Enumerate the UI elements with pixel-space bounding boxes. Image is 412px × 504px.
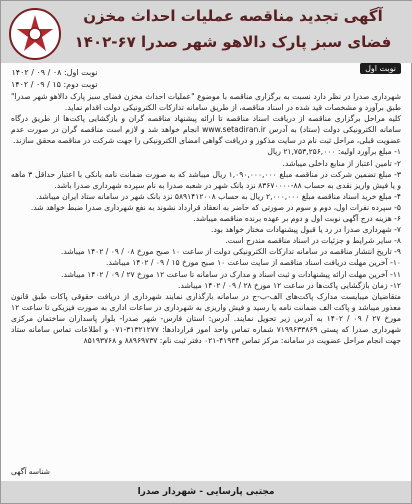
publication-badge: نوبت اول (360, 63, 401, 74)
notice-subtitle: فضای سبز پارک دالاهو شهر صدرا ۶۷-۱۴۰۲ (74, 33, 392, 51)
notice-header (1, 1, 412, 63)
first-publication-date: نوبت اول: ۰۸ / ۰۹ / ۱۴۰۲ (11, 68, 98, 77)
notice-body (11, 91, 401, 346)
signature-bar: مجتبی پارسایی - شهردار صدرا (1, 481, 411, 503)
clause-4: ۴- مبلغ خرید اسناد مناقصه مبلغ ۲,۰۰۰,۰۰۰ ریال به حساب ۵۸۹۱۴۱۲۰۰۸ نزد بانک شهر در سامانه ستاد ایران میباشد. (36, 191, 401, 201)
municipality-logo-icon (8, 7, 62, 61)
publication-dates (11, 67, 98, 91)
ad-id-label: شناسه آگهی (11, 467, 50, 476)
clause-9: ۹- تاریخ انتشار مناقصه در سامانه تدارکات الکترونیکی دولت از ساعت ۱۰ صبح مورخ ۰۸ / ۰۹ / ۱۴۰۲ میباشد. (60, 247, 401, 257)
clause-2: ۲- تامین اعتبار از منابع داخلی میباشد. (282, 158, 401, 168)
clause-3: ۳- مبلغ تضمین شرکت در مناقصه مبلغ ۱,۰۹۰,۰۰۰,۰۰۰ ریال میباشد که به صورت ضمانت نامه بانکی با اعتبار حداقل ۳ ماهه و یا فیش واریز نقدی به حساب ۸۸-۸۳۶۷۰۰۰۰ نزد بانک شهر در شعبه صدرا به نام سپرده شهرداری صدرا باشد. (11, 169, 401, 190)
notice-title: آگهی تجدید مناقصه عملیات احداث مخزن (83, 7, 383, 25)
clause-10: ۱۰- آخرین مهلت دریافت اسناد مناقصه از سایت ساعت ۱۰ صبح مورخ ۱۵ / ۰۹ / ۱۴۰۲ میباشد. (106, 258, 401, 268)
clause-7: ۷- شهرداری صدرا در رد یا قبول پیشنهادات مختار خواهد بود. (211, 225, 401, 235)
intro-paragraph-2: کلیه مراحل برگزاری مناقصه از دریافت اسناد مناقصه تا ارائه پیشنهاد مناقصه گران و بازگشایی پاکت‌ها از طریق درگاه سامانه الکترونیکی دولت (ستاد) به آدرس www.setadiran.ir انجام خواهد شد و لازم است مناقصه گران در صورت عدم عضویت قبلی، مراحل ثبت نام در سایت مذکور و دریافت گواهی امضای الکترونیکی را جهت شرکت در مناقصه محقق سازند. (11, 114, 401, 146)
clause-6: ۶- هزینه درج آگهی نوبت اول و دوم بر عهده برنده مناقصه میباشد. (193, 214, 401, 224)
closing-paragraph: متقاضیان میبایست مدارک پاکت‌های الف-ب-ج در سامانه بارگذاری نمایند شهرداری از دریافت حقوقی پاکات طبق قانون معذور میباشد و پاکت الف ضمانت نامه یا رسید و فیش واریزی به شهرداری در ساعات اداری به صورت فیزیکی تا ساعت ۱۲ مورخ ۲۷ / ۰۹ / ۱۴۰۲ به آدرس زیر تحویل نمایند. آدرس: استان فارس- شهر صدرا- بلوار پاسداران ساختمان مرکزی شهرداری صدرا که پستی ۷۱۹۹۶۳۳۸۶۹ شماره تماس واحد امور قراردادها: ۳۱۳۲۱۲۷۷-۰۷۱ و اطلاعات تماس سامانه ستاد جهت انجام مراحل عضویت در سامانه: مرکز تماس ۴۱۹۳۴-۰۲۱ دفتر ثبت نام: ۸۸۹۶۹۷۳۷ و ۸۵۱۹۳۷۶۸ (11, 291, 402, 346)
clause-11: ۱۱- آخرین مهلت ارائه پیشنهادات و ثبت اسناد و مدارک در سامانه تا ساعت ۱۲ مورخ ۲۷ / ۰۹ / ۱۴۰۲ میباشد. (61, 269, 401, 279)
clause-5: ۵- سپرده نفرات اول، دوم و سوم در صورتی که حاضر به انعقاد قرارداد نشوند به نفع شهرداری صدرا ضبط خواهد شد. (30, 202, 401, 212)
clause-1: ۱- مبلغ برآورد اولیه: ۲۱,۷۵۳,۲۵۶,۰۰۰ ریال (267, 147, 401, 157)
clause-8: ۸- سایر شرایط و جزئیات در اسناد مناقصه مندرج است. (225, 236, 401, 246)
intro-paragraph: شهرداری صدرا در نظر دارد نسبت به برگزاری مناقصه با موضوع "عملیات احداث مخزن فضای سبز پارک دالاهو شهر صدرا" طبق برآورد و مشخصات قید شده در اسناد مناقصه، از طریق سامانه تدارکات الکترونیکی دولت اقدام نماید. (11, 92, 401, 113)
second-publication-date: نوبت دوم: ۱۵ / ۰۹ / ۱۴۰۲ (11, 80, 98, 89)
clause-12: ۱۲- زمان بازگشایی پاکت‌ها در ساعت ۱۲ مورخ ۲۸ / ۰۹ / ۱۴۰۲ میباشد. (178, 280, 401, 290)
